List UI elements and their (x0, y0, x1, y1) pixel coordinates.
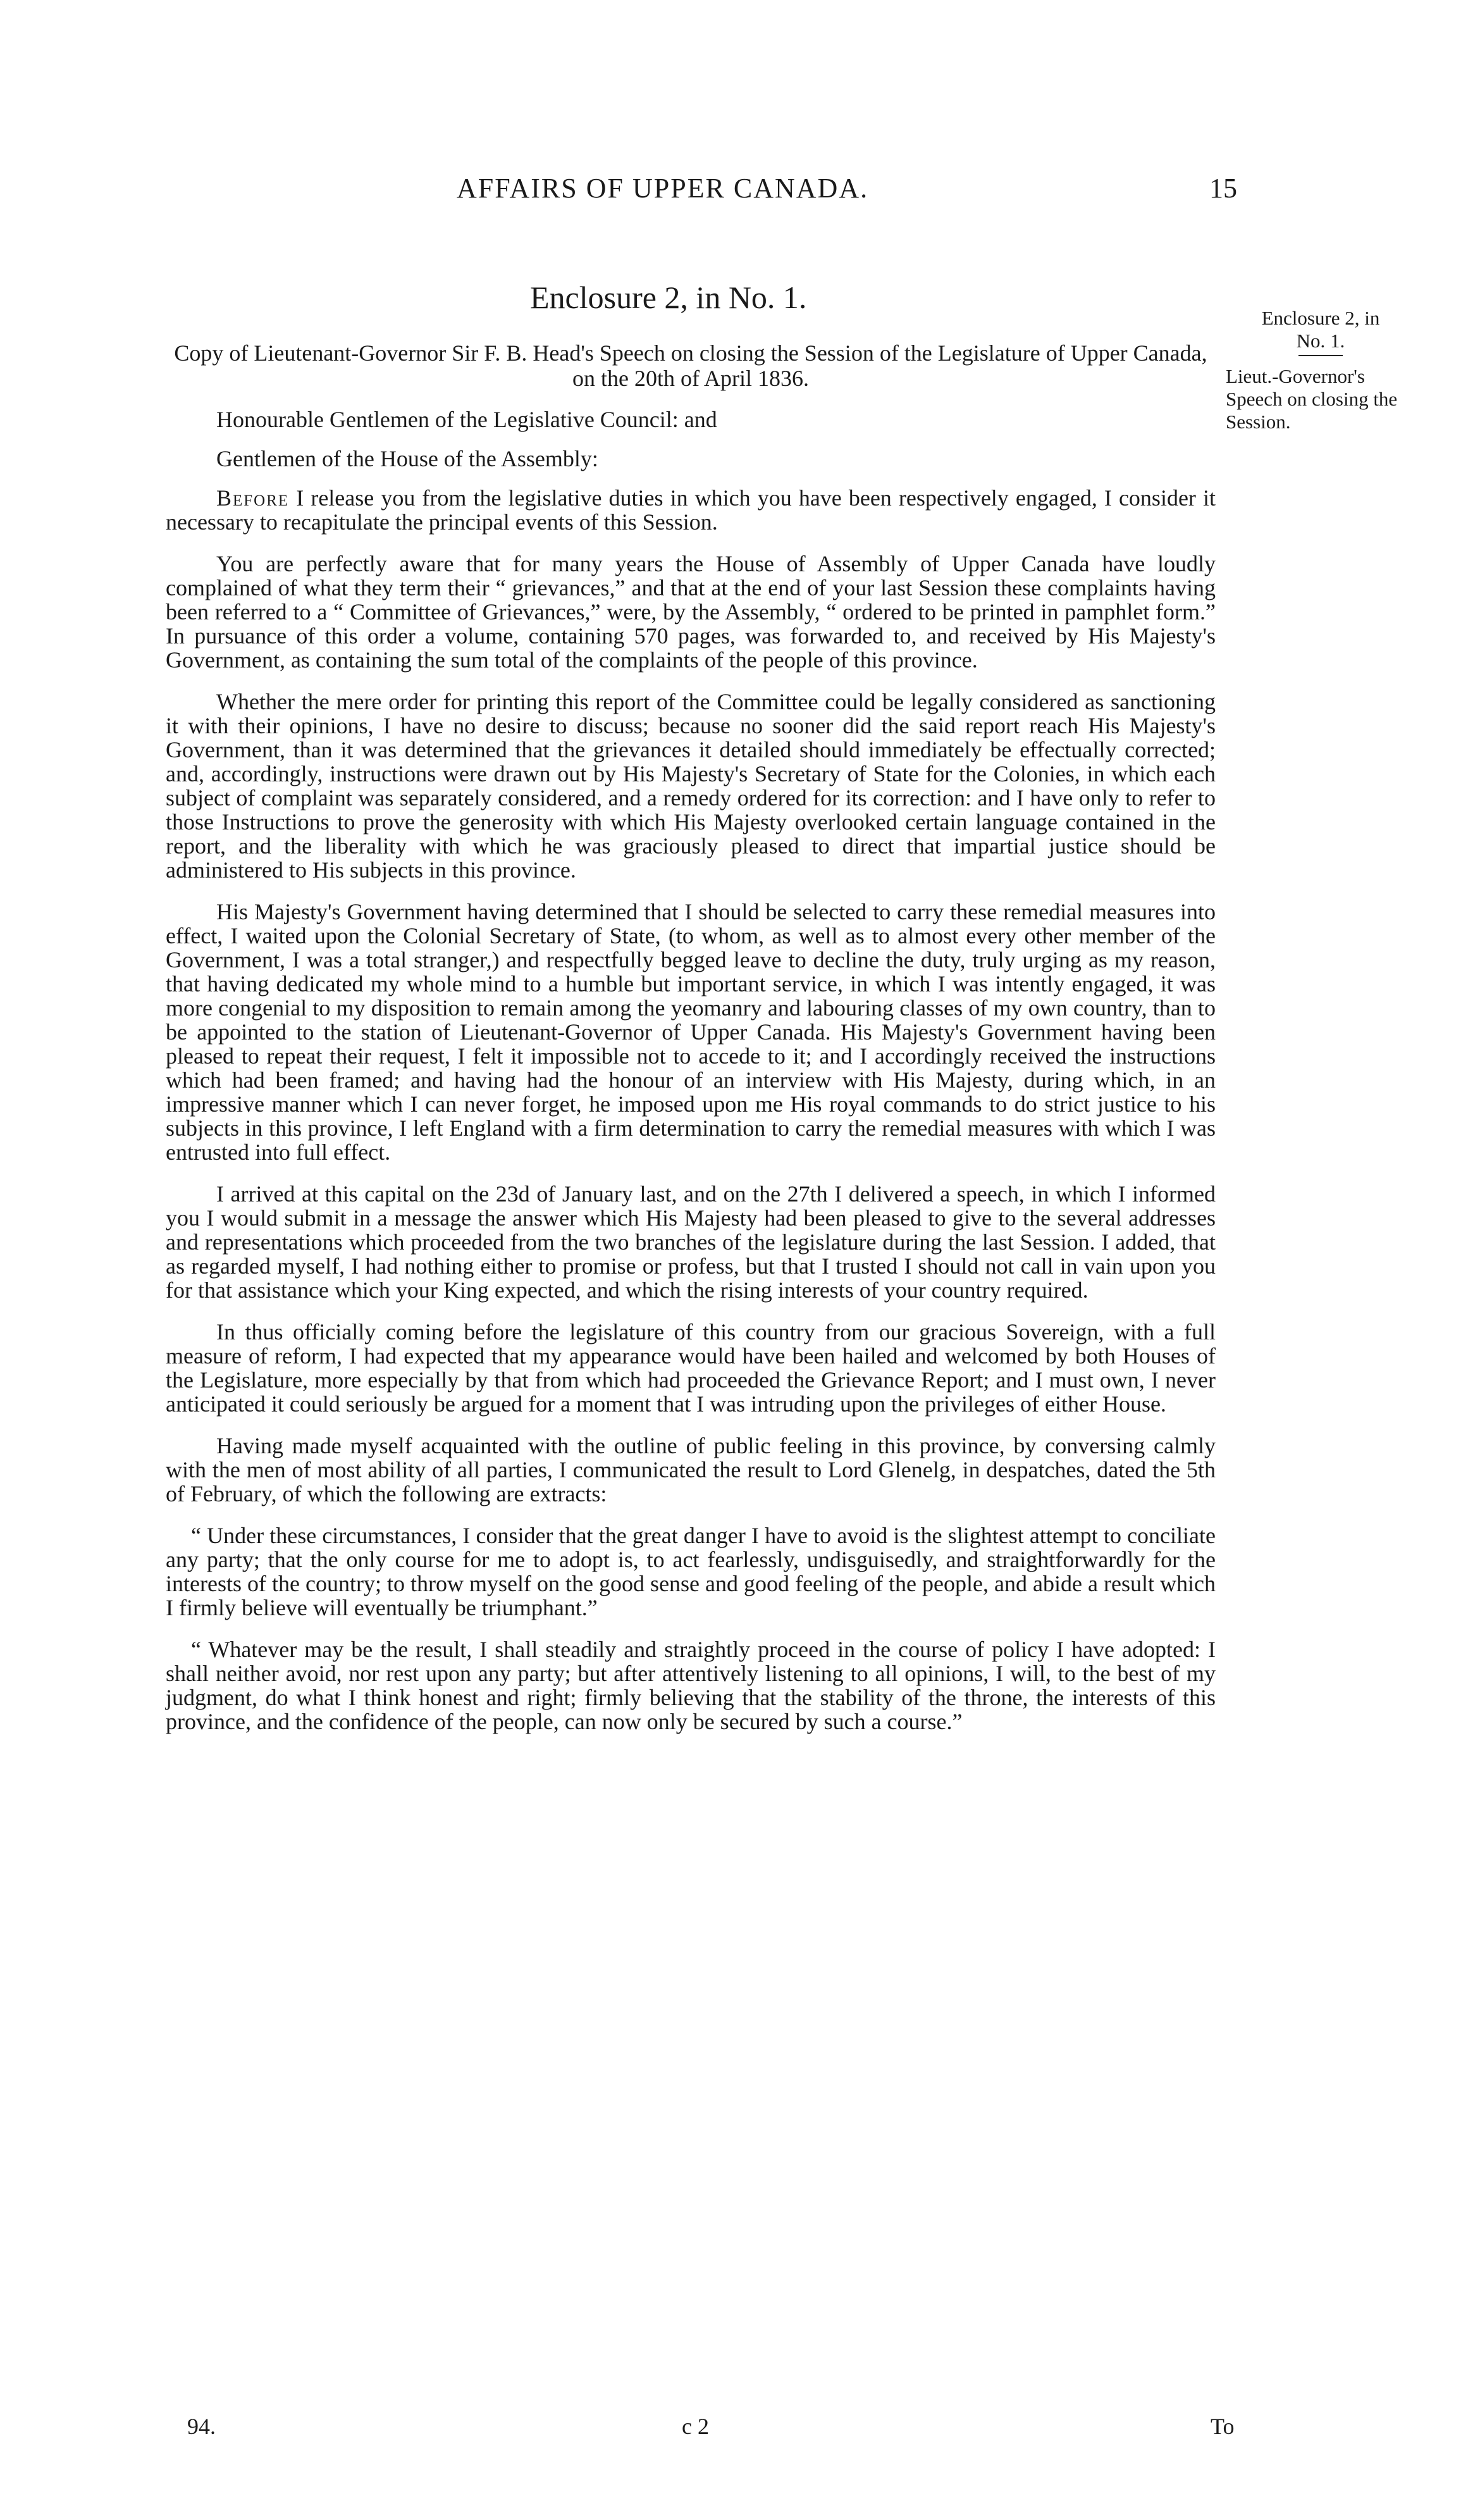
margin-note-number: No. 1. (1296, 330, 1345, 352)
paragraph-4: His Majesty's Government having determined that I should be selected to carry these remedial measures into effect, I waited upon the Colonial Secretary of State, (to whom, as well as to almost every other member of the Government, I was a total stranger,) and respectfully begged leave to decline the duty, truly urging as my reason, that having dedicated my whole mind to a humble but important service, in which I was intently engaged, it was more congenial to my disposition to remain among the yeomanry and labouring classes of my own country, than to be appointed to the station of Lieutenant-Governor of Upper Canada. His Majesty's Government having been pleased to repeat their request, I felt it impossible not to accede to it; and I accordingly received the instructions which had been framed; and having had the honour of an interview with His Majesty, during which, in an impressive manner which I can never forget, he imposed upon me His royal commands to do strict justice to his subjects in this province, I left England with a firm determination to carry the remedial measures with which I was entrusted into full effect. (166, 899, 1216, 1165)
footer-signature: 94. (187, 2414, 216, 2439)
quote-1: “ Under these circumstances, I consider that the great danger I have to avoid is the slightest attempt to conciliate any party; that the only course for me to adopt is, to act fearlessly, undisguisedly, and straightforwardly for the interests of the country; to throw myself on the good sense and good feeling of the people, and abide a result which I firmly believe will eventually be triumphant.” (166, 1523, 1216, 1620)
paragraph-5: I arrived at this capital on the 23d of January last, and on the 27th I delivered a speech, in which I informed you I would submit in a message the answer which His Majesty had been pleased to give to the several addresses and representations which proceeded from the two branches of the legislature during the last Session. I added, that as regarded myself, I had nothing either to promise or profess, but that I trusted I should not call in vain upon you for that assistance which your King expected, and which the rising interests of your country required. (166, 1181, 1216, 1303)
paragraph-1 (166, 486, 1216, 534)
margin-note (1226, 307, 1415, 433)
running-head (0, 172, 1480, 210)
footer-signature-mark: c 2 (682, 2414, 709, 2439)
copy-line: Copy of Lieutenant-Governor Sir F. B. Head's Speech on closing the Session of the Legislature of Upper Canada, on the 20th of April 1836. (174, 340, 1207, 391)
document-body (166, 340, 1216, 1751)
paragraph-2: You are perfectly aware that for many years the House of Assembly of Upper Canada have loudly complained of what they term their “ grievances,” and that at the end of your last Session these complaints having been referred to a “ Committee of Grievances,” were, by the Assembly, “ ordered to be printed in pamphlet form.” In pursuance of this order a volume, containing 570 pages, was forwarded to, and received by His Majesty's Government, as containing the sum total of the complaints of the people of this province. (166, 551, 1216, 673)
margin-note-rule (1298, 355, 1343, 356)
running-title: AFFAIRS OF UPPER CANADA. (457, 173, 869, 204)
margin-note-subject: Lieut.-Governor's Speech on closing the Session. (1226, 365, 1398, 433)
paragraph-6: In thus officially coming before the legislature of this country from our gracious Sovereign, with a full measure of reform, I had expected that my appearance would have been hailed and welcomed by both Houses of the Legislature, more especially by that from which had proceeded the Grievance Report; and I must own, I never anticipated it could seriously be argued for a moment that I was intruding upon the privileges of either House. (166, 1319, 1216, 1417)
page-number: 15 (1209, 173, 1237, 204)
margin-note-enclosure: Enclosure 2, in (1261, 307, 1380, 329)
address-council: Honourable Gentlemen of the Legislative Council: and (216, 407, 717, 432)
address-assembly: Gentlemen of the House of the Assembly: (216, 446, 598, 471)
paragraph-7: Having made myself acquainted with the outline of public feeling in this province, by conversing calmly with the men of most ability of all parties, I communicated the result to Lord Glenelg, in despatches, dated the 5th of February, of which the following are extracts: (166, 1433, 1216, 1506)
footer-catchword: To (1211, 2414, 1235, 2439)
paragraph-1-lead-word: Before (216, 485, 290, 511)
paragraph-3: Whether the mere order for printing this report of the Committee could be legally considered as sanctioning it with their opinions, I have no desire to discuss; because no sooner did the said report reach His Majesty's Government, than it was determined that the grievances it detailed should immediately be effectually corrected; and, accordingly, instructions were drawn out by His Majesty's Secretary of State for the Colonies, in which each subject of complaint was separately considered, and a remedy ordered for its correction: and I have only to refer to those Instructions to prove the generosity with which His Majesty overlooked certain language contained in the report, and the liberality with which he was graciously pleased to direct that impartial justice should be administered to His subjects in this province. (166, 689, 1216, 883)
paragraph-1-text: I release you from the legislative duties in which you have been respectively engaged, I consider it necessary to recapitulate the principal events of this Session. (166, 485, 1216, 535)
quote-2: “ Whatever may be the result, I shall steadily and straightly proceed in the course of policy I have adopted: I shall neither avoid, nor rest upon any party; but after attentively listening to all opinions, I will, to the best of my judgment, do what I think honest and right; firmly believing that the stability of the throne, the interests of this province, and the confidence of the people, can now only be secured by such a course.” (166, 1637, 1216, 1734)
page-footer (0, 2413, 1480, 2451)
enclosure-heading: Enclosure 2, in No. 1. (530, 280, 807, 315)
